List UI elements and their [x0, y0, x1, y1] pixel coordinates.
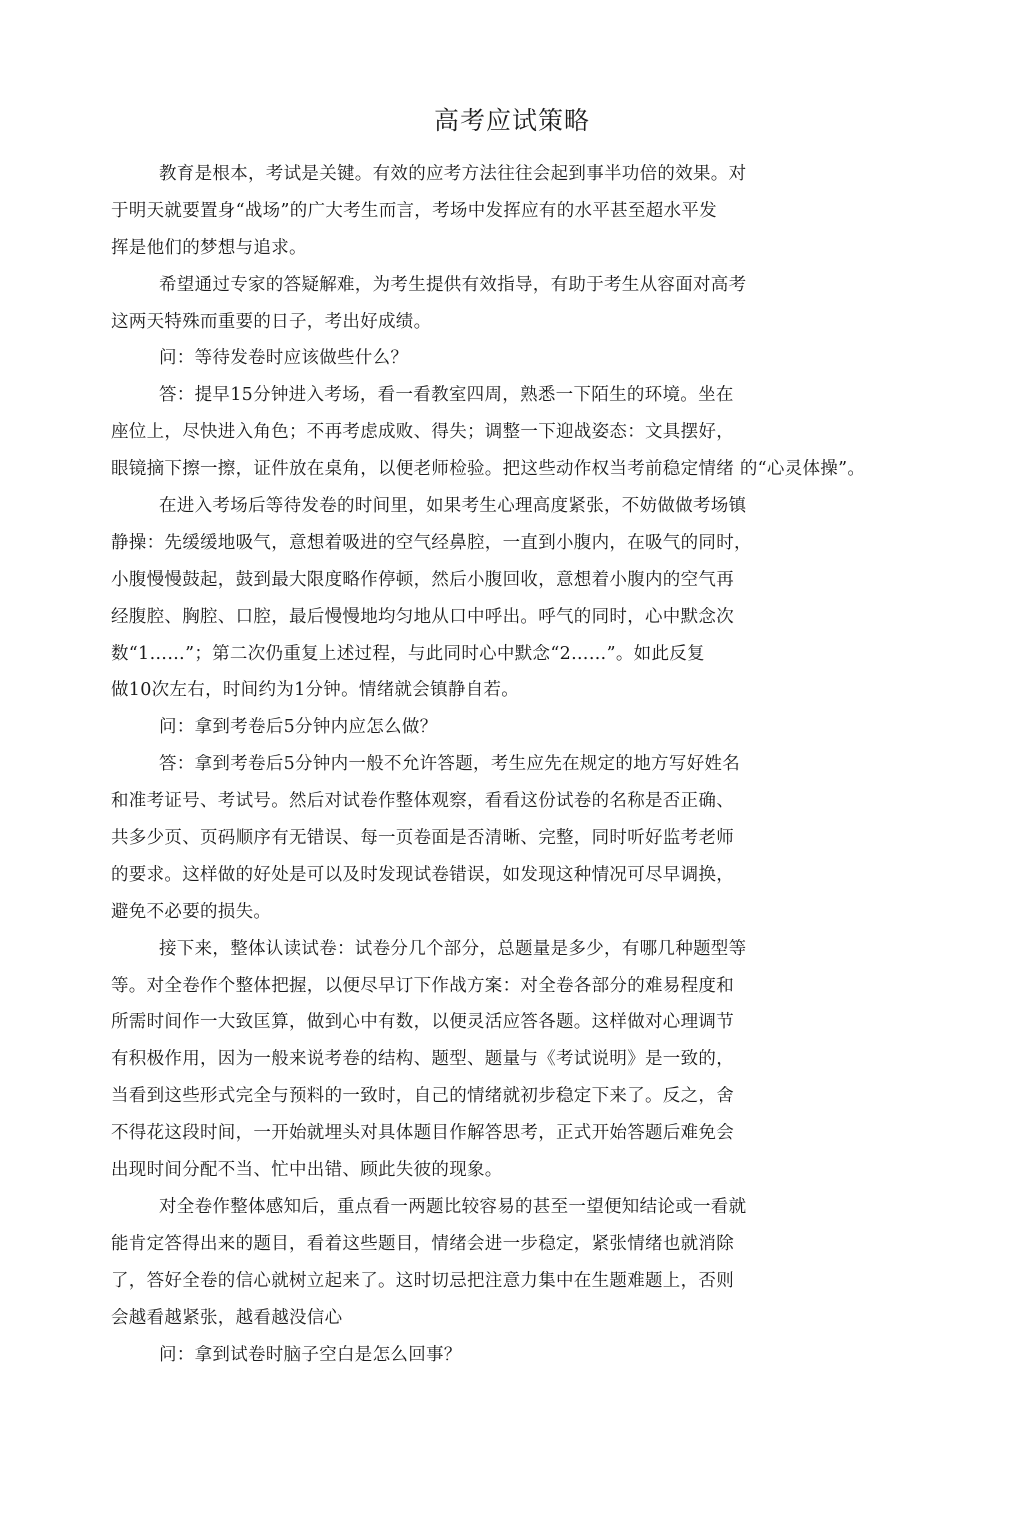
text-line: 于明天就要置身“战场”的广大考生而言，考场中发挥应有的水平甚至超水平发 — [111, 200, 717, 221]
text-line: 小腹慢慢鼓起，鼓到最大限度略作停顿，然后小腹回收，意想着小腹内的空气再 — [111, 569, 734, 590]
text-line: 等。对全卷作个整体把握，以便尽早订下作战方案：对全卷各部分的难易程度和 — [111, 975, 734, 996]
text-line: 能肯定答得出来的题目，看着这些题目，情绪会进一步稳定，紧张情绪也就消除 — [111, 1233, 734, 1254]
text-line: 对全卷作整体感知后，重点看一两题比较容易的甚至一望便知结论或一看就 — [159, 1196, 747, 1217]
text-line: 数“1……”；第二次仍重复上述过程，与此同时心中默念“2……”。如此反复 — [111, 643, 705, 664]
text-line: 的要求。这样做的好处是可以及时发现试卷错误，如发现这种情况可尽早调换， — [111, 864, 734, 885]
text-line: 眼镜摘下擦一擦，证件放在桌角，以便老师检验。把这些动作权当考前稳定情绪 的“心灵体操”。 — [111, 459, 866, 480]
text-line: 问：拿到试卷时脑子空白是怎么回事？ — [159, 1344, 462, 1365]
text-line: 教育是根本，考试是关键。有效的应考方法往往会起到事半功倍的效果。对 — [159, 164, 747, 184]
text-line: 静操：先缓缓地吸气，意想着吸进的空气经鼻腔，一直到小腹内，在吸气的同时， — [111, 532, 752, 553]
text-line: 出现时间分配不当、忙中出错、顾此失彼的现象。 — [111, 1160, 503, 1181]
text-line: 问：等待发卷时应该做些什么？ — [159, 348, 409, 369]
text-line: 经腹腔、胸腔、口腔，最后慢慢地均匀地从口中呼出。呼气的同时，心中默念次 — [111, 606, 734, 627]
text-line: 和准考证号、考试号。然后对试卷作整体观察，看看这份试卷的名称是否正确、 — [111, 791, 734, 812]
document-body — [111, 156, 866, 1373]
text-line: 答：提早15分钟进入考场，看一看教室四周，熟悉一下陌生的环境。坐在 — [159, 385, 734, 406]
text-line: 问：拿到考卷后5分钟内应怎么做？ — [159, 717, 438, 738]
text-line: 这两天特殊而重要的日子，考出好成绩。 — [111, 311, 432, 332]
text-line: 希望通过专家的答疑解难，为考生提供有效指导，有助于考生从容面对高考 — [159, 274, 747, 295]
text-line: 会越看越紧张，越看越没信心 — [111, 1307, 343, 1328]
document-title: 高考应试策略 — [433, 106, 590, 135]
text-line: 在进入考场后等待发卷的时间里，如果考生心理高度紧张，不妨做做考场镇 — [159, 496, 747, 517]
text-line: 挥是他们的梦想与追求。 — [111, 237, 307, 258]
text-line: 所需时间作一大致匡算，做到心中有数，以便灵活应答各题。这样做对心理调节 — [111, 1012, 734, 1033]
text-line: 不得花这段时间，一开始就埋头对具体题目作解答思考，正式开始答题后难免会 — [111, 1123, 734, 1144]
text-line: 避免不必要的损失。 — [111, 901, 272, 922]
text-line: 有积极作用，因为一般来说考卷的结构、题型、题量与《考试说明》是一致的， — [111, 1049, 734, 1070]
text-line: 座位上，尽快进入角色；不再考虑成败、得失；调整一下迎战姿态：文具摆好， — [111, 422, 734, 443]
text-line: 做10次左右，时间约为1分钟。情绪就会镇静自若。 — [111, 680, 520, 701]
text-line: 答：拿到考卷后5分钟内一般不允许答题，考生应先在规定的地方写好姓名 — [159, 754, 741, 775]
text-line: 接下来，整体认读试卷：试卷分几个部分，总题量是多少，有哪几种题型等 — [159, 938, 747, 959]
text-line: 当看到这些形式完全与预料的一致时，自己的情绪就初步稳定下来了。反之，舍 — [111, 1086, 734, 1107]
text-line: 共多少页、页码顺序有无错误、每一页卷面是否清晰、完整，同时听好监考老师 — [111, 828, 734, 849]
text-line: 了，答好全卷的信心就树立起来了。这时切忌把注意力集中在生题难题上，否则 — [111, 1270, 734, 1291]
